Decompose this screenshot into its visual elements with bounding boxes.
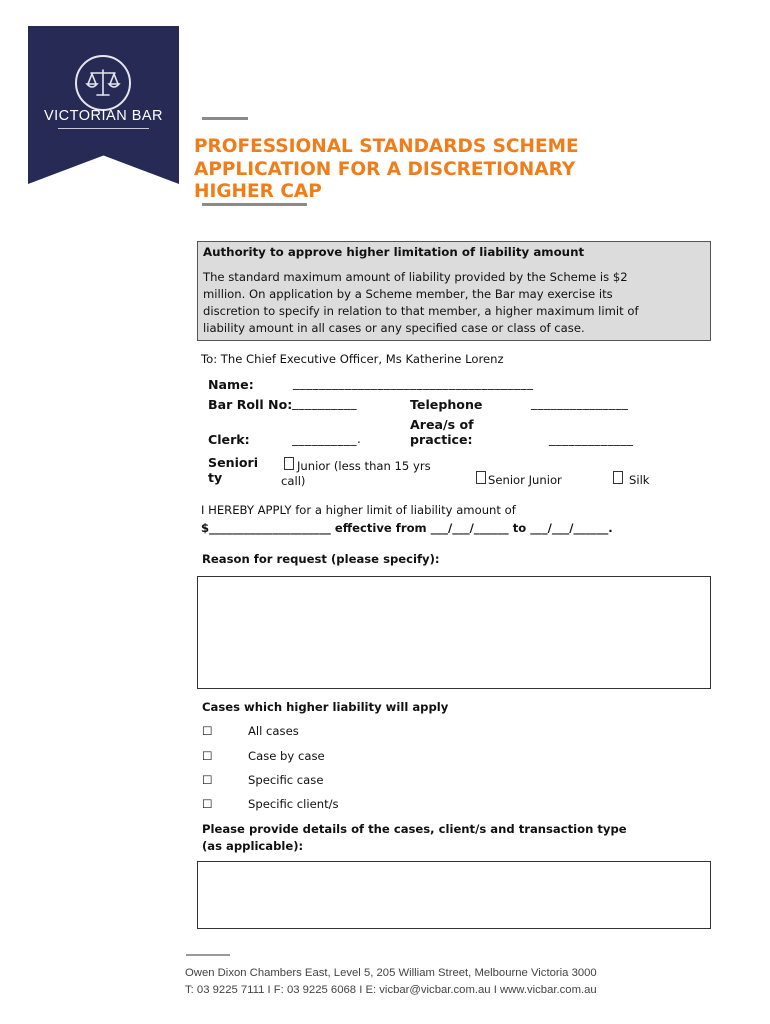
specific-clients-checkbox[interactable]: ☐: [202, 797, 213, 811]
details-textarea[interactable]: [197, 861, 711, 929]
area-of-practice-field[interactable]: _____________: [549, 432, 634, 446]
footer-rule: [186, 954, 230, 956]
title-line: HIGHER CAP: [194, 181, 322, 202]
authority-text-line: discretion to specify in relation to that member, a higher maximum limit of: [203, 304, 639, 318]
junior-checkbox[interactable]: [284, 457, 294, 470]
authority-text-line: million. On application by a Scheme member, the Bar may exercise its: [203, 287, 613, 301]
logo-text: VICTORIAN BAR: [43, 108, 164, 124]
seniority-label: Seniori: [208, 455, 259, 470]
cases-heading: Cases which higher liability will apply: [202, 700, 449, 714]
seniority-label: ty: [208, 470, 223, 485]
junior-option-label: Junior (less than 15 yrs: [297, 459, 431, 473]
apply-amount-date-line[interactable]: $_____________________ effective from ___/___/______ to ___/___/______.: [201, 521, 613, 535]
footer-contact: T: 03 9225 7111 I F: 03 9225 6068 I E: vicbar@vicbar.com.au I www.vicbar.com.au: [185, 984, 597, 996]
all-cases-checkbox[interactable]: ☐: [202, 724, 213, 738]
case-by-case-checkbox[interactable]: ☐: [202, 749, 213, 763]
senior-junior-option-label: Senior Junior: [488, 473, 562, 487]
details-label: Please provide details of the cases, client/s and transaction type: [202, 822, 627, 836]
area-of-practice-label: practice:: [410, 432, 473, 447]
logo-divider: [58, 128, 149, 129]
name-label: Name:: [208, 377, 254, 392]
title-bottom-rule: [202, 203, 307, 206]
reason-textarea[interactable]: [197, 576, 711, 689]
telephone-field[interactable]: _______________: [531, 396, 629, 410]
details-label: (as applicable):: [202, 839, 304, 853]
authority-text-line: liability amount in all cases or any specified case or class of case.: [203, 321, 585, 335]
page-title: [194, 136, 664, 204]
junior-option-label: call): [281, 474, 306, 488]
specific-case-checkbox[interactable]: ☐: [202, 773, 213, 787]
case-by-case-label: Case by case: [248, 749, 325, 763]
authority-text-line: The standard maximum amount of liability provided by the Scheme is $2: [203, 270, 628, 284]
title-top-rule: [202, 117, 248, 120]
telephone-label: Telephone: [410, 397, 483, 412]
bar-roll-field[interactable]: __________: [292, 396, 357, 410]
footer-address: Owen Dixon Chambers East, Level 5, 205 William Street, Melbourne Victoria 3000: [185, 967, 597, 979]
to-line: To: The Chief Executive Officer, Ms Katherine Lorenz: [201, 352, 504, 366]
specific-clients-label: Specific client/s: [248, 797, 339, 811]
area-of-practice-label: Area/s of: [410, 417, 474, 432]
senior-junior-checkbox[interactable]: [476, 471, 486, 484]
reason-label: Reason for request (please specify):: [202, 552, 440, 566]
scales-of-justice-icon: [75, 55, 131, 111]
specific-case-label: Specific case: [248, 773, 324, 787]
silk-option-label: Silk: [629, 473, 650, 487]
bar-roll-label: Bar Roll No:: [208, 397, 293, 412]
title-line: PROFESSIONAL STANDARDS SCHEME: [194, 136, 579, 157]
all-cases-label: All cases: [248, 724, 299, 738]
title-line: APPLICATION FOR A DISCRETIONARY: [194, 158, 576, 180]
clerk-field[interactable]: __________.: [292, 432, 362, 446]
silk-checkbox[interactable]: [613, 471, 623, 484]
authority-box: [197, 241, 711, 341]
authority-heading: Authority to approve higher limitation of liability amount: [203, 245, 585, 259]
apply-statement: I HEREBY APPLY for a higher limit of liability amount of: [201, 503, 516, 517]
clerk-label: Clerk:: [208, 432, 250, 447]
name-field[interactable]: _____________________________________: [293, 376, 534, 390]
